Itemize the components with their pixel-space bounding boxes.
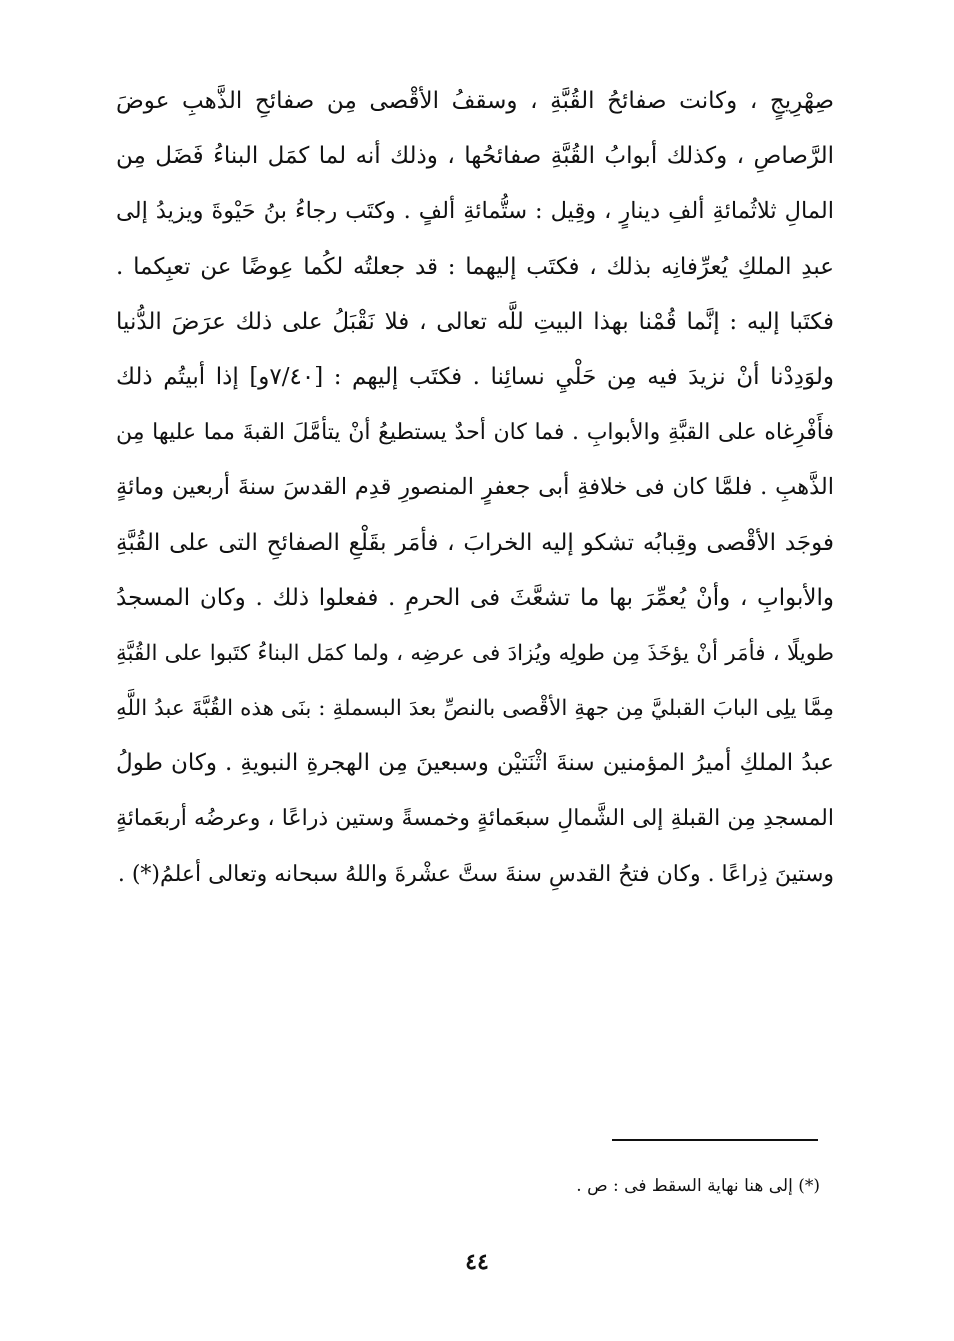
text-line: عبدِ الملكِ يُعرِّفانِه بذلك ، فكتَب إليهما : قد جعلتُه لكُما عِوضًا عن تعبِكما . (116, 253, 834, 280)
text-line: ولوَدِدْنا أنْ نزيدَ فيه مِن حَلْيِ نسائِنا . فكتَب إليهم : [٧/٤٠و] إذا أبيتُم ذلك (116, 363, 834, 390)
text-line: صِهْرِيجٍ ، وكانت صفائحُ القُبَّةِ ، وسقفُ الأقْصى مِن صفائحِ الذَّهبِ عوضَ (116, 88, 834, 114)
text-line: فأَفْرِغاه على القبَّةِ والأبوابِ . فما كان أحدٌ يستطيعُ أنْ يتأمَّلَ القبةَ مما عليها مِن (116, 420, 834, 446)
text-line: والأبوابِ ، وأنْ يُعمِّرَ بها ما تشعَّثَ فى الحرمِ . ففعلوا ذلك . وكان المسجدُ (116, 584, 834, 611)
text-line: الذَّهبِ . فلمَّا كان فى خلافةِ أبى جعفرٍ المنصورِ قدِم القدسَ سنةَ أربعين ومائةٍ (116, 474, 834, 501)
text-line: عبدُ الملكِ أميرُ المؤمنين سنةَ اثْنَتيْن وسبعينَ مِن الهجرةِ النبويةِ . وكان طولُ (116, 750, 834, 777)
footnote-divider (612, 1139, 818, 1141)
text-line-last: وستينَ ذِراعًا . وكان فتحُ القدسِ سنةَ ستَّ عشْرةَ واللهُ سبحانه وتعالى أعلمُ(*) . (117, 861, 834, 887)
page-number: ٤٤ (465, 1249, 489, 1275)
text-line: طويلًا ، فأمَر أنْ يؤخَذَ مِن طولِه ويُزادَ فى عرضِه ، ولما كمَل البناءُ كتَبوا على القُبَّةِ (116, 640, 834, 666)
text-line: المالِ ثلاثُمائةِ ألفِ دينارٍ ، وقِيل : ستُّمائةِ ألفٍ . وكتَب رجاءُ بنُ حَيْوةَ ويزيدُ إلى (116, 198, 834, 225)
main-text-block (116, 74, 834, 902)
text-line: فكتَبا إليه : إنَّما قُمْنا بهذا البيتِ للَّه تعالى ، فلا نَقْبَلُ على ذلك عرَضَ الدُّنيا (116, 308, 834, 335)
text-line: مِمَّا يلِى البابَ القبليَّ مِن جهةِ الأقْصى بالنصِّ بعدَ البسملةِ : بنَى هذه القُبَّةَ عبدُ اللَّهِ (116, 696, 834, 722)
text-line: فوجَد الأقْصى وقِبابُه تشكو إليه الخرابَ ، فأمَر بقَلْعِ الصفائحِ التى على القُبَّةِ (116, 529, 834, 556)
text-line: الرَّصاصِ ، وكذلك أبوابُ القُبَّةِ صفائحُها ، وذلك أنه لما كمَل البناءُ فَضَل مِن (116, 143, 834, 170)
text-line: المسجدِ مِن القبلةِ إلى الشَّمالِ سبعَمائةٍ وخمسةً وستين ذراعًا ، وعرضُه أربعَمائةٍ (116, 806, 834, 832)
footnote: (*) إلى هنا نهاية السقط فى : ص . (576, 1176, 820, 1196)
